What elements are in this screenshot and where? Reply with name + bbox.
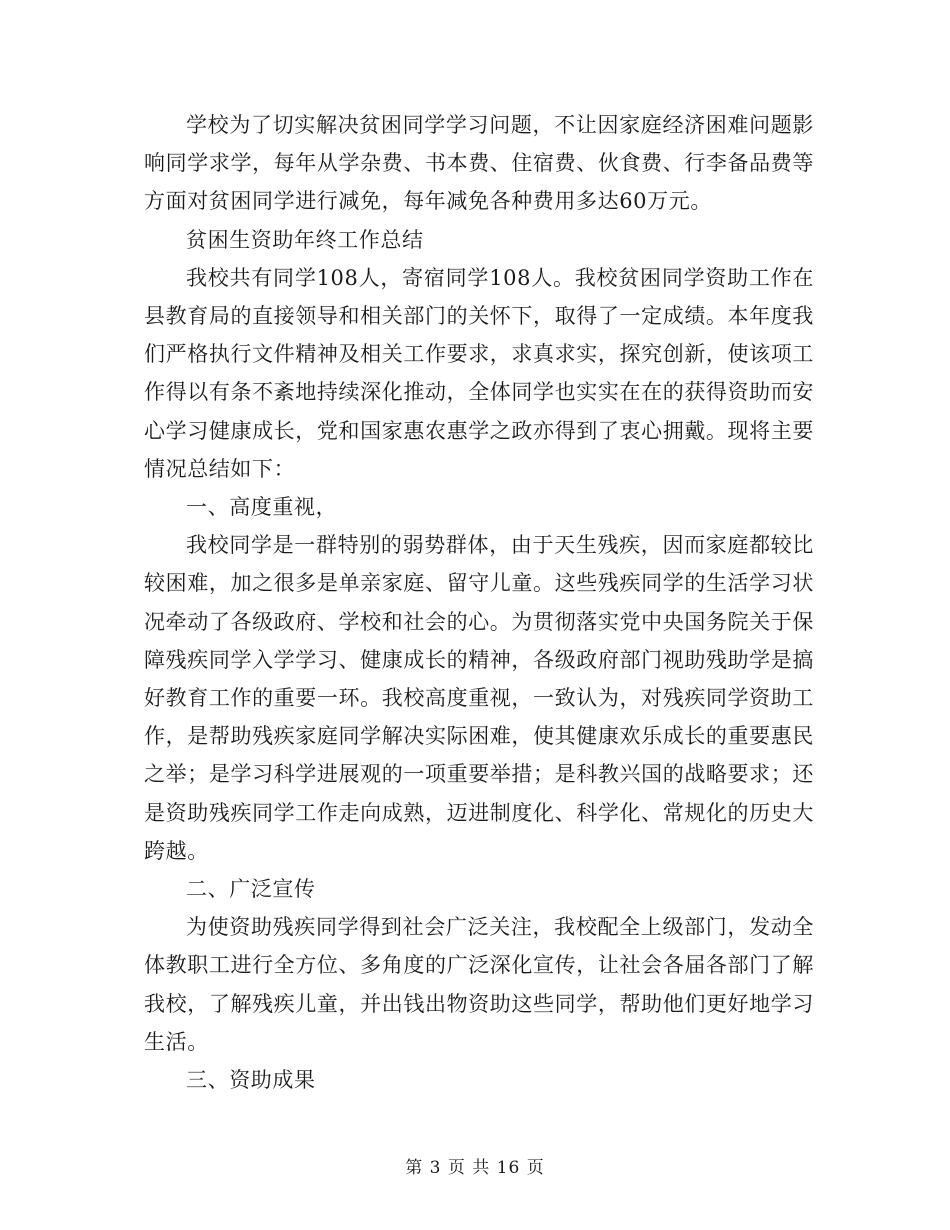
heading-section-one: 一、高度重视， [186, 495, 338, 520]
document-body [144, 106, 814, 1099]
paragraph-fee-reduction: 学校为了切实解决贫困同学学习问题，不让因家庭经济困难问题影响同学求学，每年从学杂费、书本费、住宿费、伙食费、行李备品费等方面对贫困同学进行减免，每年减免各种费用多达60万元。 [144, 113, 814, 214]
paragraph-section-one: 我校同学是一群特别的弱势群体，由于天生残疾，因而家庭都较比较困难，加之很多是单亲家庭、留守儿童。这些残疾同学的生活学习状况牵动了各级政府、学校和社会的心。为贯彻落实党中央国务院关于保障残疾同学入学学习、健康成长的精神，各级政府部门视助残助学是搞好教育工作的重要一环。我校高度重视，一致认为，对残疾同学资助工作，是帮助残疾家庭同学解决实际困难，使其健康欢乐成长的重要惠民之举；是学习科学进展观的一项重要举措；是科教兴国的战略要求；还是资助残疾同学工作走向成熟，迈进制度化、科学化、常规化的历史大跨越。 [144, 533, 814, 863]
section-title: 贫困生资助年终工作总结 [186, 227, 424, 252]
paragraph-introduction: 我校共有同学108人，寄宿同学108人。我校贫困同学资助工作在县教育局的直接领导和相关部门的关怀下，取得了一定成绩。本年度我们严格执行文件精神及相关工作要求，求真求实，探究创新，使该项工作得以有条不紊地持续深化推动，全体同学也实实在在的获得资助而安心学习健康成长，党和国家惠农惠学之政亦得到了衷心拥戴。现将主要情况总结如下： [144, 265, 814, 481]
paragraph-section-two: 为使资助残疾同学得到社会广泛关注，我校配全上级部门，发动全体教职工进行全方位、多角度的广泛深化宣传，让社会各届各部门了解我校，了解残疾儿童，并出钱出物资助这些同学，帮助他们更好地学习生活。 [144, 915, 814, 1054]
heading-section-three: 三、资助成果 [186, 1068, 316, 1093]
page-number-footer: 第 3 页 共 16 页 [405, 1158, 545, 1178]
heading-section-two: 二、广泛宣传 [186, 877, 316, 902]
